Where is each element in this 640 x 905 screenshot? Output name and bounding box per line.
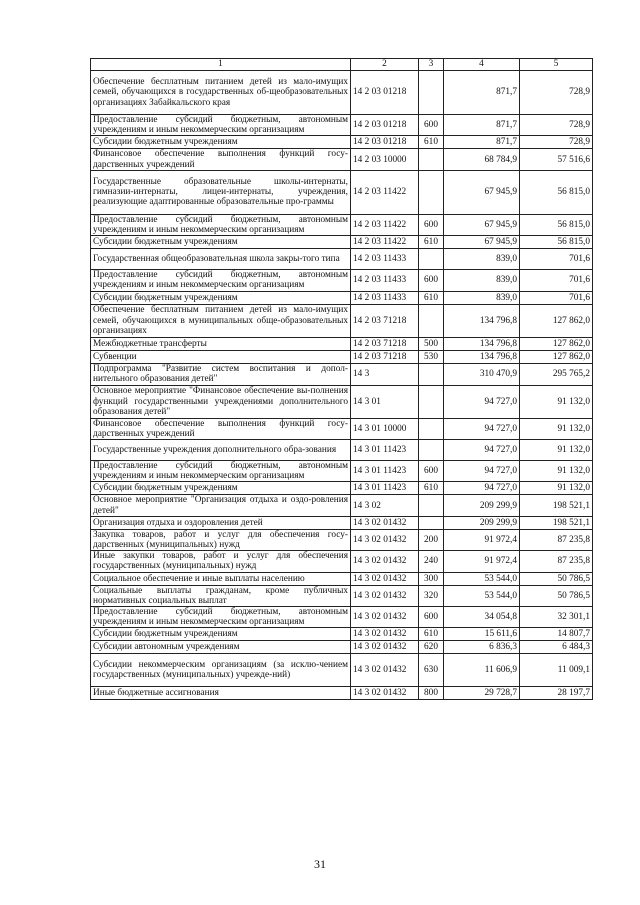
row-name: Государственные учреждения дополнительного обра-зования xyxy=(91,440,351,461)
row-expense-type: 620 xyxy=(419,641,444,654)
row-code: 14 3 02 01432 xyxy=(351,687,419,700)
table-row xyxy=(91,516,593,529)
table-row xyxy=(91,654,593,687)
row-code: 14 3 02 01432 xyxy=(351,607,419,628)
row-name: Социальные выплаты гражданам, кроме публичных нормативных социальных выплат xyxy=(91,585,351,606)
table-row xyxy=(91,249,593,270)
column-header-2: 2 xyxy=(351,59,419,71)
row-value-col4: 94 727,0 xyxy=(444,461,520,482)
row-name: Субсидии бюджетным учреждениям xyxy=(91,236,351,249)
row-value-col4: 134 796,8 xyxy=(444,350,520,363)
table-row xyxy=(91,337,593,350)
row-value-col4: 134 796,8 xyxy=(444,337,520,350)
row-code: 14 2 03 11433 xyxy=(351,291,419,304)
row-name: Субсидии некоммерческим организациям (за исклю-чением государственных (муниципальных) учрежде-ний) xyxy=(91,654,351,687)
row-value-col5: 57 516,6 xyxy=(520,149,593,170)
table-row xyxy=(91,482,593,495)
row-value-col4: 53 544,0 xyxy=(444,585,520,606)
row-code: 14 3 02 01432 xyxy=(351,654,419,687)
table-row xyxy=(91,149,593,170)
row-value-col5: 14 807,7 xyxy=(520,628,593,641)
table-row xyxy=(91,585,593,606)
row-value-col5: 127 862,0 xyxy=(520,337,593,350)
row-value-col4: 209 299,9 xyxy=(444,516,520,529)
table-row xyxy=(91,236,593,249)
row-value-col4: 29 728,7 xyxy=(444,687,520,700)
row-code: 14 3 02 01432 xyxy=(351,516,419,529)
row-expense-type: 600 xyxy=(419,461,444,482)
row-value-col4: 67 945,9 xyxy=(444,170,520,214)
row-name: Субсидии бюджетным учреждениям xyxy=(91,291,351,304)
row-name: Обеспечение бесплатным питанием детей из мало-имущих семей, обучающихся в государственных об-щеобразовательных организациях Забайкальского края xyxy=(91,71,351,115)
table-row xyxy=(91,687,593,700)
row-expense-type: 610 xyxy=(419,136,444,149)
row-value-col4: 15 611,6 xyxy=(444,628,520,641)
row-code: 14 3 01 11423 xyxy=(351,482,419,495)
table-row xyxy=(91,418,593,439)
table-row xyxy=(91,270,593,291)
row-expense-type: 600 xyxy=(419,270,444,291)
row-value-col4: 871,7 xyxy=(444,136,520,149)
table-row xyxy=(91,551,593,572)
row-name: Организация отдыха и оздоровления детей xyxy=(91,516,351,529)
table-row xyxy=(91,607,593,628)
row-code: 14 3 01 10000 xyxy=(351,418,419,439)
row-expense-type: 500 xyxy=(419,337,444,350)
row-value-col4: 11 606,9 xyxy=(444,654,520,687)
table-row xyxy=(91,628,593,641)
row-expense-type xyxy=(419,516,444,529)
row-expense-type: 600 xyxy=(419,214,444,235)
row-code: 14 2 03 01218 xyxy=(351,136,419,149)
row-name: Предоставление субсидий бюджетным, автономным учреждениям и иным некоммерческим организациям xyxy=(91,270,351,291)
budget-table xyxy=(90,58,593,700)
row-value-col5: 87 235,8 xyxy=(520,529,593,550)
row-value-col4: 134 796,8 xyxy=(444,304,520,337)
row-code: 14 2 03 71218 xyxy=(351,304,419,337)
row-value-col4: 34 054,8 xyxy=(444,607,520,628)
row-code: 14 2 03 11422 xyxy=(351,236,419,249)
row-name: Предоставление субсидий бюджетным, автономным учреждениям и иным некоммерческим организациям xyxy=(91,607,351,628)
table-row xyxy=(91,291,593,304)
row-value-col5: 50 786,5 xyxy=(520,585,593,606)
table-row xyxy=(91,363,593,385)
row-value-col4: 67 945,9 xyxy=(444,214,520,235)
row-value-col5: 56 815,0 xyxy=(520,214,593,235)
table-row xyxy=(91,529,593,550)
row-name: Субсидии бюджетным учреждениям xyxy=(91,136,351,149)
row-value-col4: 91 972,4 xyxy=(444,551,520,572)
row-value-col5: 6 484,3 xyxy=(520,641,593,654)
table-row xyxy=(91,214,593,235)
table-row xyxy=(91,572,593,585)
row-code: 14 2 03 01218 xyxy=(351,115,419,136)
row-expense-type: 240 xyxy=(419,551,444,572)
column-header-4: 4 xyxy=(444,59,520,71)
column-header-1: 1 xyxy=(91,59,351,71)
row-code: 14 2 03 11433 xyxy=(351,249,419,270)
row-name: Предоставление субсидий бюджетным, автономным учреждениям и иным некоммерческим организациям xyxy=(91,461,351,482)
row-name: Финансовое обеспечение выполнения функций госу-дарственных учреждений xyxy=(91,149,351,170)
row-expense-type: 530 xyxy=(419,350,444,363)
table-row xyxy=(91,461,593,482)
row-code: 14 3 02 xyxy=(351,495,419,516)
row-value-col5: 198 521,1 xyxy=(520,495,593,516)
row-value-col5: 701,6 xyxy=(520,291,593,304)
row-value-col5: 91 132,0 xyxy=(520,418,593,439)
row-value-col5: 728,9 xyxy=(520,71,593,115)
row-name: Закупка товаров, работ и услуг для обеспечения госу-дарственных (муниципальных) нужд xyxy=(91,529,351,550)
row-value-col5: 127 862,0 xyxy=(520,350,593,363)
table-row xyxy=(91,440,593,461)
row-value-col5: 87 235,8 xyxy=(520,551,593,572)
row-value-col5: 28 197,7 xyxy=(520,687,593,700)
row-value-col5: 198 521,1 xyxy=(520,516,593,529)
row-expense-type xyxy=(419,440,444,461)
row-value-col5: 91 132,0 xyxy=(520,385,593,418)
row-code: 14 2 03 71218 xyxy=(351,337,419,350)
row-expense-type xyxy=(419,363,444,385)
row-value-col4: 91 972,4 xyxy=(444,529,520,550)
table-row xyxy=(91,115,593,136)
row-value-col5: 11 009,1 xyxy=(520,654,593,687)
row-value-col5: 91 132,0 xyxy=(520,461,593,482)
row-value-col5: 701,6 xyxy=(520,270,593,291)
row-expense-type: 600 xyxy=(419,607,444,628)
row-value-col5: 56 815,0 xyxy=(520,170,593,214)
row-value-col4: 68 784,9 xyxy=(444,149,520,170)
row-value-col4: 94 727,0 xyxy=(444,418,520,439)
row-value-col4: 94 727,0 xyxy=(444,385,520,418)
row-expense-type xyxy=(419,149,444,170)
row-value-col5: 728,9 xyxy=(520,136,593,149)
table-row xyxy=(91,71,593,115)
row-code: 14 3 02 01432 xyxy=(351,572,419,585)
row-code: 14 3 02 01432 xyxy=(351,628,419,641)
row-code: 14 2 03 71218 xyxy=(351,350,419,363)
row-name: Межбюджетные трансферты xyxy=(91,337,351,350)
row-code: 14 3 xyxy=(351,363,419,385)
row-expense-type: 610 xyxy=(419,236,444,249)
row-name: Предоставление субсидий бюджетным, автономным учреждениям и иным некоммерческим организациям xyxy=(91,115,351,136)
table-row xyxy=(91,350,593,363)
row-value-col5: 50 786,5 xyxy=(520,572,593,585)
table-row xyxy=(91,304,593,337)
row-value-col4: 67 945,9 xyxy=(444,236,520,249)
row-name: Основное мероприятие "Финансовое обеспечение вы-полнения функций государственными учреждениями дополнительного образования детей" xyxy=(91,385,351,418)
row-value-col4: 839,0 xyxy=(444,270,520,291)
row-code: 14 2 03 11422 xyxy=(351,214,419,235)
row-expense-type: 610 xyxy=(419,291,444,304)
row-expense-type: 300 xyxy=(419,572,444,585)
row-name: Субсидии бюджетным учреждениям xyxy=(91,482,351,495)
row-expense-type: 800 xyxy=(419,687,444,700)
row-value-col4: 6 836,3 xyxy=(444,641,520,654)
row-value-col5: 295 765,2 xyxy=(520,363,593,385)
row-value-col5: 91 132,0 xyxy=(520,440,593,461)
row-expense-type xyxy=(419,304,444,337)
column-header-3: 3 xyxy=(419,59,444,71)
row-value-col4: 871,7 xyxy=(444,71,520,115)
row-name: Подпрограмма "Развитие систем воспитания и допол-нительного образования детей" xyxy=(91,363,351,385)
row-expense-type xyxy=(419,495,444,516)
table-body xyxy=(91,71,593,700)
row-code: 14 3 02 01432 xyxy=(351,529,419,550)
row-code: 14 3 01 11423 xyxy=(351,461,419,482)
row-value-col5: 91 132,0 xyxy=(520,482,593,495)
row-expense-type xyxy=(419,71,444,115)
row-code: 14 3 02 01432 xyxy=(351,551,419,572)
table-row xyxy=(91,385,593,418)
row-name: Основное мероприятие "Организация отдыха и оздо-ровления детей" xyxy=(91,495,351,516)
row-expense-type: 610 xyxy=(419,628,444,641)
row-name: Иные закупки товаров, работ и услуг для обеспечения государственных (муниципальных) нужд xyxy=(91,551,351,572)
table-row xyxy=(91,170,593,214)
row-code: 14 2 03 01218 xyxy=(351,71,419,115)
row-value-col4: 94 727,0 xyxy=(444,440,520,461)
row-expense-type xyxy=(419,418,444,439)
table-header-row xyxy=(91,59,593,71)
row-expense-type xyxy=(419,249,444,270)
row-name: Иные бюджетные ассигнования xyxy=(91,687,351,700)
table-row xyxy=(91,495,593,516)
row-expense-type xyxy=(419,385,444,418)
row-value-col5: 701,6 xyxy=(520,249,593,270)
row-value-col5: 127 862,0 xyxy=(520,304,593,337)
row-value-col5: 32 301,1 xyxy=(520,607,593,628)
row-value-col4: 839,0 xyxy=(444,249,520,270)
row-code: 14 2 03 11422 xyxy=(351,170,419,214)
row-code: 14 3 02 01432 xyxy=(351,641,419,654)
page-number: 31 xyxy=(314,857,326,871)
row-value-col4: 839,0 xyxy=(444,291,520,304)
row-expense-type: 600 xyxy=(419,115,444,136)
row-value-col4: 871,7 xyxy=(444,115,520,136)
row-expense-type: 630 xyxy=(419,654,444,687)
row-name: Государственные образовательные школы-интернаты, гимназии-интернаты, лицеи-интернаты, учреждения, реализующие адаптированные образовательные про-граммы xyxy=(91,170,351,214)
row-name: Субсидии бюджетным учреждениям xyxy=(91,628,351,641)
row-value-col4: 310 470,9 xyxy=(444,363,520,385)
table-row xyxy=(91,136,593,149)
row-value-col5: 56 815,0 xyxy=(520,236,593,249)
row-code: 14 2 03 11433 xyxy=(351,270,419,291)
row-name: Предоставление субсидий бюджетным, автономным учреждениям и иным некоммерческим организациям xyxy=(91,214,351,235)
row-code: 14 2 03 10000 xyxy=(351,149,419,170)
row-name: Государственная общеобразовательная школа закры-того типа xyxy=(91,249,351,270)
table-row xyxy=(91,641,593,654)
row-code: 14 3 02 01432 xyxy=(351,585,419,606)
row-value-col5: 728,9 xyxy=(520,115,593,136)
row-name: Обеспечение бесплатным питанием детей из мало-имущих семей, обучающихся в муниципальных обще-образовательных организациях xyxy=(91,304,351,337)
row-name: Социальное обеспечение и иные выплаты населению xyxy=(91,572,351,585)
row-expense-type: 610 xyxy=(419,482,444,495)
row-expense-type xyxy=(419,170,444,214)
row-name: Субвенции xyxy=(91,350,351,363)
row-expense-type: 200 xyxy=(419,529,444,550)
row-value-col4: 94 727,0 xyxy=(444,482,520,495)
row-name: Субсидии автономным учреждениям xyxy=(91,641,351,654)
row-code: 14 3 01 xyxy=(351,385,419,418)
column-header-5: 5 xyxy=(520,59,593,71)
row-name: Финансовое обеспечение выполнения функций госу-дарственных учреждений xyxy=(91,418,351,439)
row-value-col4: 209 299,9 xyxy=(444,495,520,516)
row-code: 14 3 01 11423 xyxy=(351,440,419,461)
row-value-col4: 53 544,0 xyxy=(444,572,520,585)
row-expense-type: 320 xyxy=(419,585,444,606)
